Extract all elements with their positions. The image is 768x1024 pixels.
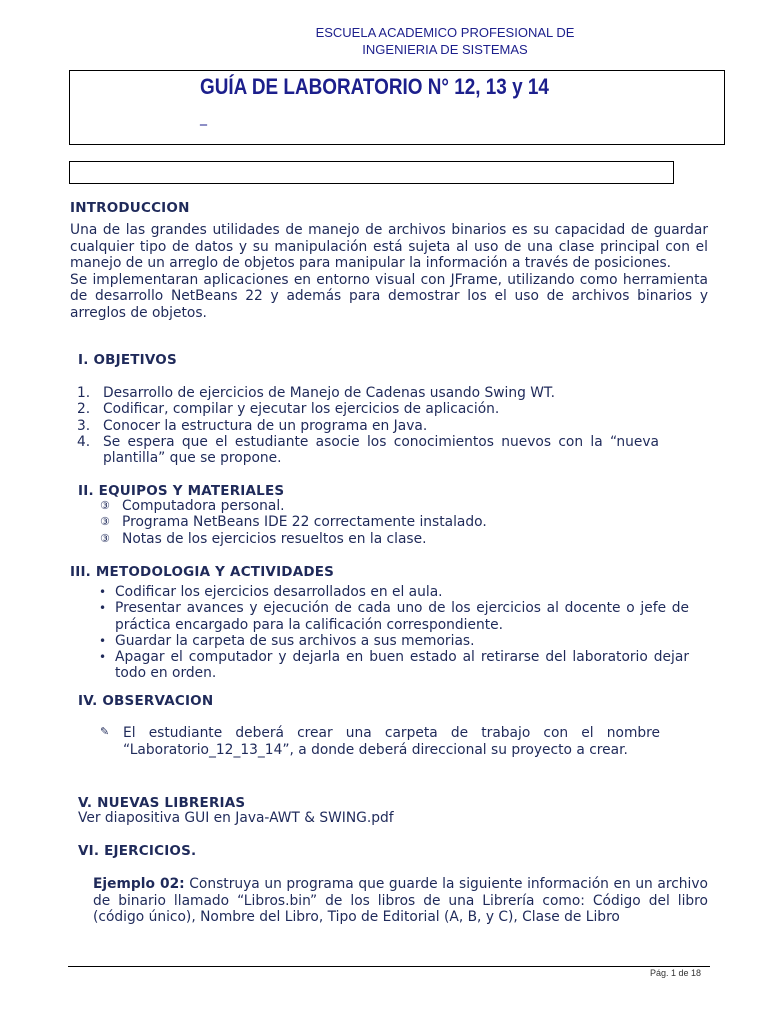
list-item: 1. Desarrollo de ejercicios de Manejo de Cadenas usando Swing WT. bbox=[77, 385, 556, 401]
pencil-icon: ✎ bbox=[100, 725, 110, 738]
title-placeholder-mark: _ bbox=[200, 110, 207, 126]
school-name-line1: ESCUELA ACADEMICO PROFESIONAL DE bbox=[315, 25, 575, 40]
objetivos-list bbox=[77, 385, 659, 467]
school-name-line2: INGENIERIA DE SISTEMAS bbox=[362, 42, 528, 57]
list-item: ③ Programa NetBeans IDE 22 correctamente instalado. bbox=[100, 514, 487, 531]
ejemplo-02-paragraph bbox=[93, 876, 708, 926]
observacion-heading: IV. OBSERVACION bbox=[78, 693, 214, 709]
list-item: 2. Codificar, compilar y ejecutar los ejercicios de aplicación. bbox=[77, 401, 500, 418]
librerias-text: Ver diapositiva GUI en Java-AWT & SWING.pdf bbox=[78, 810, 394, 826]
librerias-heading: V. NUEVAS LIBRERIAS bbox=[78, 795, 246, 811]
observacion-text: El estudiante deberá crear una carpeta de trabajo con el nombre “Laboratorio_12_13_14”, a donde deberá direccional su proyecto a crear. bbox=[123, 725, 660, 758]
intro-paragraph-2: Se implementaran aplicaciones en entorno visual con JFrame, utilizando como herramienta de desarrollo NetBeans 22 y además para demostrar los el uso de archivos binarios y arreglos de objetos. bbox=[70, 271, 708, 321]
bullet-icon: • bbox=[99, 650, 107, 665]
list-item: • Apagar el computador y dejarla en buen estado al retirarse del laboratorio dejar todo en orden. bbox=[99, 649, 689, 682]
footer-divider bbox=[68, 966, 710, 967]
ejercicios-heading: VI. EJERCICIOS. bbox=[78, 843, 197, 859]
ejemplo-text: Construya un programa que guarde la siguiente información en un archivo de binario llamado “Libros.bin” de los libros de una Librería como: Código del libro (código único), Nombre del Libro, Tipo de Editorial (A, B, y C), Clase de Libro bbox=[93, 876, 708, 925]
list-item: ③ Computadora personal. bbox=[100, 498, 285, 514]
intro-body bbox=[70, 222, 708, 321]
page-number: Pág. 1 de 18 bbox=[650, 968, 702, 978]
list-item: • Codificar los ejercicios desarrollados en el aula. bbox=[99, 584, 443, 600]
circled-three-icon: ③ bbox=[100, 515, 110, 529]
list-item: • Presentar avances y ejecución de cada uno de los ejercicios al docente o jefe de práctica encargado para la calificación correspondiente. bbox=[99, 600, 689, 633]
circled-three-icon: ③ bbox=[100, 499, 110, 512]
metodologia-heading: III. METODOLOGIA Y ACTIVIDADES bbox=[70, 564, 335, 580]
document-title: GUÍA DE LABORATORIO N° 12, 13 y 14 bbox=[200, 74, 549, 99]
equipos-list bbox=[100, 498, 682, 547]
objetivos-heading: I. OBJETIVOS bbox=[78, 352, 177, 368]
intro-heading: INTRODUCCION bbox=[70, 200, 190, 216]
equipos-heading: II. EQUIPOS Y MATERIALES bbox=[78, 483, 285, 499]
list-item: 4. Se espera que el estudiante asocie los conocimientos nuevos con la “nueva plantilla” que se propone. bbox=[77, 433, 659, 467]
metodologia-list bbox=[99, 584, 689, 682]
bullet-icon: • bbox=[99, 601, 107, 616]
ejemplo-label: Ejemplo 02: bbox=[93, 876, 185, 892]
list-item: ③ Notas de los ejercicios resueltos en la clase. bbox=[100, 530, 427, 547]
empty-info-box bbox=[69, 161, 674, 184]
list-item: • Guardar la carpeta de sus archivos a sus memorias. bbox=[99, 632, 475, 649]
bullet-icon: • bbox=[99, 633, 107, 648]
bullet-icon: • bbox=[99, 585, 107, 599]
list-item: 3. Conocer la estructura de un programa en Java. bbox=[77, 417, 428, 434]
intro-paragraph-1: Una de las grandes utilidades de manejo de archivos binarios es su capacidad de guardar cualquier tipo de datos y su manipulación está sujeta al uso de una clase principal con el manejo de un arreglo de objetos para manipular la información a través de posiciones. bbox=[70, 222, 708, 271]
circled-three-icon: ③ bbox=[100, 531, 110, 545]
